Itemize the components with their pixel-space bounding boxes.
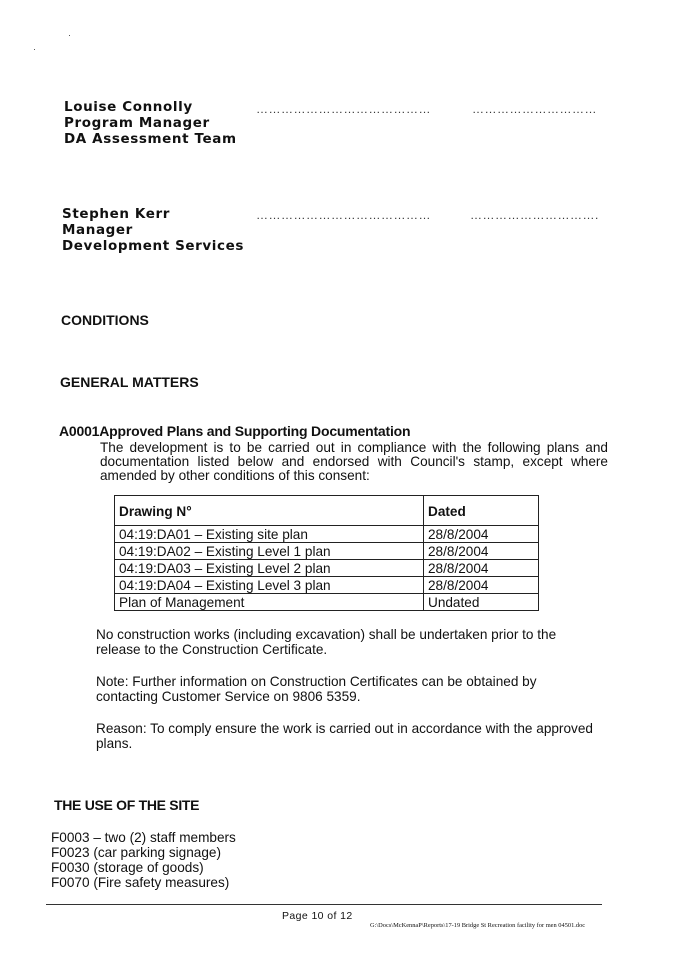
- signatory-1: [64, 99, 237, 147]
- paragraph-line: plans.: [96, 736, 133, 751]
- table-cell-drawing: 04:19:DA01 – Existing site plan: [115, 526, 424, 543]
- use-items-list: [51, 830, 236, 890]
- table-row: [115, 577, 539, 594]
- condition-code: A0001: [59, 423, 100, 439]
- signature-line: ……………………………………: [256, 102, 431, 116]
- table-cell-date: 28/8/2004: [424, 560, 539, 577]
- signatory-name: Louise Connolly: [64, 99, 193, 115]
- paragraph-line: No construction works (including excavation) shall be undertaken prior to the: [96, 627, 557, 642]
- table-cell-drawing: 04:19:DA03 – Existing Level 2 plan: [115, 560, 424, 577]
- list-item: F0003 – two (2) staff members: [51, 830, 236, 845]
- signature-line: ……………………………………: [256, 208, 431, 222]
- paragraph-line: Reason: To comply ensure the work is carried out in accordance with the approved: [96, 721, 593, 736]
- intro-line: amended by other conditions of this consent:: [100, 468, 370, 483]
- scan-speck: [34, 49, 35, 50]
- table-row: [115, 560, 539, 577]
- signatory-unit: DA Assessment Team: [64, 131, 237, 147]
- file-path: G:\Docs\McKennaP\Reports\17-19 Bridge St Recreation facility for men 04501.doc: [370, 922, 586, 929]
- table-header-dated: Dated: [424, 496, 539, 526]
- signatory-position: Program Manager: [64, 115, 210, 131]
- paragraph-line: contacting Customer Service on 9806 5359.: [96, 689, 361, 704]
- paragraph-line: Note: Further information on Construction Certificates can be obtained by: [96, 674, 537, 689]
- table-header-row: [115, 496, 539, 526]
- list-item: F0023 (car parking signage): [51, 845, 222, 860]
- paragraph-line: release to the Construction Certificate.: [96, 642, 328, 657]
- table-cell-drawing: Plan of Management: [115, 594, 424, 611]
- scan-speck: [69, 35, 70, 36]
- conditions-heading: CONDITIONS: [61, 312, 149, 328]
- signatory-unit: Development Services: [62, 238, 245, 254]
- signatory-name: Stephen Kerr: [62, 206, 170, 222]
- table-header-drawing: Drawing N°: [115, 496, 424, 526]
- table-cell-date: 28/8/2004: [424, 526, 539, 543]
- signatory-2: [62, 206, 244, 254]
- intro-line: The development is to be carried out in compliance with the following plans and: [100, 440, 608, 455]
- table-cell-date: 28/8/2004: [424, 543, 539, 560]
- construction-paragraph: [96, 627, 556, 657]
- use-of-site-heading: THE USE OF THE SITE: [54, 797, 200, 813]
- footer-rule: [46, 904, 602, 905]
- table-cell-drawing: 04:19:DA02 – Existing Level 1 plan: [115, 543, 424, 560]
- table-row: [115, 526, 539, 543]
- table-cell-drawing: 04:19:DA04 – Existing Level 3 plan: [115, 577, 424, 594]
- list-item: F0030 (storage of goods): [51, 860, 204, 875]
- table-row: [115, 543, 539, 560]
- condition-heading: [59, 423, 410, 439]
- intro-line: documentation listed below and endorsed with Council's stamp, except where: [100, 454, 608, 469]
- general-matters-heading: GENERAL MATTERS: [60, 374, 199, 390]
- date-line: ………………………….: [470, 208, 599, 222]
- table-row: [115, 594, 539, 611]
- list-item: F0070 (Fire safety measures): [51, 875, 230, 890]
- condition-title: Approved Plans and Supporting Documentation: [99, 423, 411, 439]
- plans-table: [114, 495, 539, 611]
- reason-paragraph: [96, 721, 593, 751]
- table-cell-date: Undated: [424, 594, 539, 611]
- table-cell-date: 28/8/2004: [424, 577, 539, 594]
- signatory-position: Manager: [62, 222, 133, 238]
- date-line: …………………………: [472, 102, 597, 116]
- condition-intro: [100, 441, 608, 483]
- note-paragraph: [96, 674, 537, 704]
- page-number: Page 10 of 12: [282, 910, 353, 922]
